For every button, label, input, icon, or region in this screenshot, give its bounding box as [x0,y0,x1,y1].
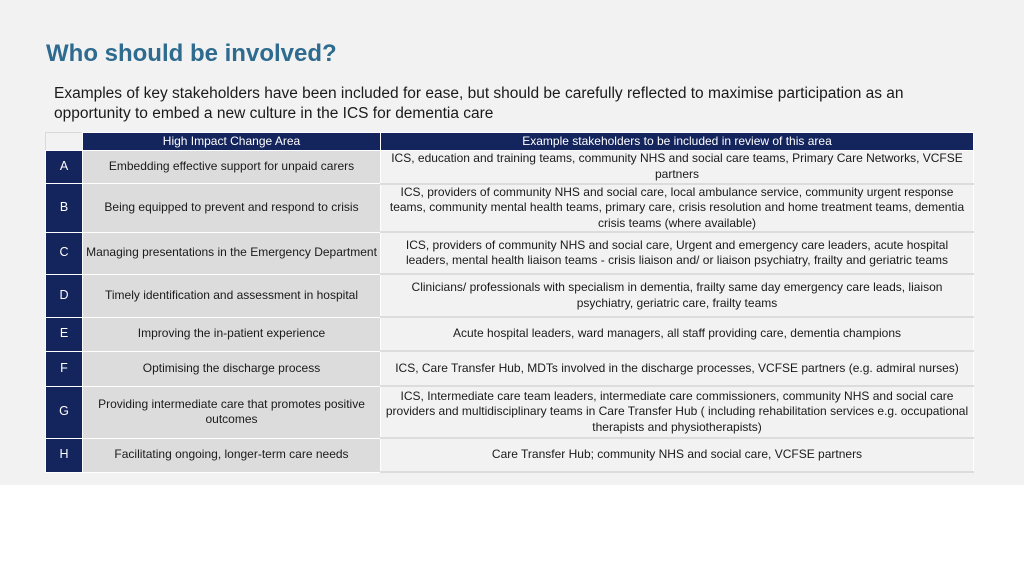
page-title: Who should be involved? [46,40,337,67]
header-cell-area: High Impact Change Area [83,133,381,151]
row-letter: G [46,386,83,438]
row-stakeholders: ICS, Intermediate care team leaders, intermediate care commissioners, community NHS and social care providers and multidisciplinary teams in Care Transfer Hub ( including rehabilitation services e.g. occupational therapists and physiotherapists) [381,386,974,438]
table-row [46,438,974,472]
row-letter: A [46,151,83,184]
row-letter: B [46,184,83,233]
row-stakeholders: ICS, education and training teams, community NHS and social care teams, Primary Care Networks, VCFSE partners [381,151,974,184]
header-cell-stakeholders: Example stakeholders to be included in review of this area [381,133,974,151]
row-stakeholders: Clinicians/ professionals with specialism in dementia, frailty same day emergency care leads, liaison psychiatry, geriatric care, frailty teams [381,274,974,317]
row-area: Being equipped to prevent and respond to crisis [83,184,381,233]
row-area: Improving the in-patient experience [83,317,381,351]
table-row [46,151,974,184]
header-cell-blank [46,133,83,151]
row-area: Embedding effective support for unpaid carers [83,151,381,184]
row-area: Facilitating ongoing, longer-term care needs [83,438,381,472]
row-area: Optimising the discharge process [83,351,381,386]
row-stakeholders: ICS, providers of community NHS and social care, local ambulance service, community urgent response teams, community mental health teams, primary care, crisis resolution and home treatment teams, dementia crisis teams (where available) [381,184,974,233]
row-stakeholders: ICS, Care Transfer Hub, MDTs involved in the discharge processes, VCFSE partners (e.g. admiral nurses) [381,351,974,386]
row-area: Managing presentations in the Emergency Department [83,232,381,274]
row-letter: H [46,438,83,472]
table-row [46,274,974,317]
row-letter: E [46,317,83,351]
row-stakeholders: ICS, providers of community NHS and social care, Urgent and emergency care leaders, acute hospital leaders, mental health liaison teams - crisis liaison and/ or liaison psychiatry, frailty and geriatric teams [381,232,974,274]
page-subtitle: Examples of key stakeholders have been included for ease, but should be carefully reflected to maximise participation as an opportunity to embed a new culture in the ICS for dementia care [54,85,904,122]
row-letter: D [46,274,83,317]
table-row [46,386,974,438]
row-stakeholders: Acute hospital leaders, ward managers, all staff providing care, dementia champions [381,317,974,351]
row-area: Timely identification and assessment in hospital [83,274,381,317]
row-letter: C [46,232,83,274]
table-row [46,317,974,351]
stakeholder-table [45,132,974,473]
table-row [46,184,974,233]
table-header-row [46,133,974,151]
table-row [46,232,974,274]
row-area: Providing intermediate care that promotes positive outcomes [83,386,381,438]
row-stakeholders: Care Transfer Hub; community NHS and social care, VCFSE partners [381,438,974,472]
table-row [46,351,974,386]
row-letter: F [46,351,83,386]
